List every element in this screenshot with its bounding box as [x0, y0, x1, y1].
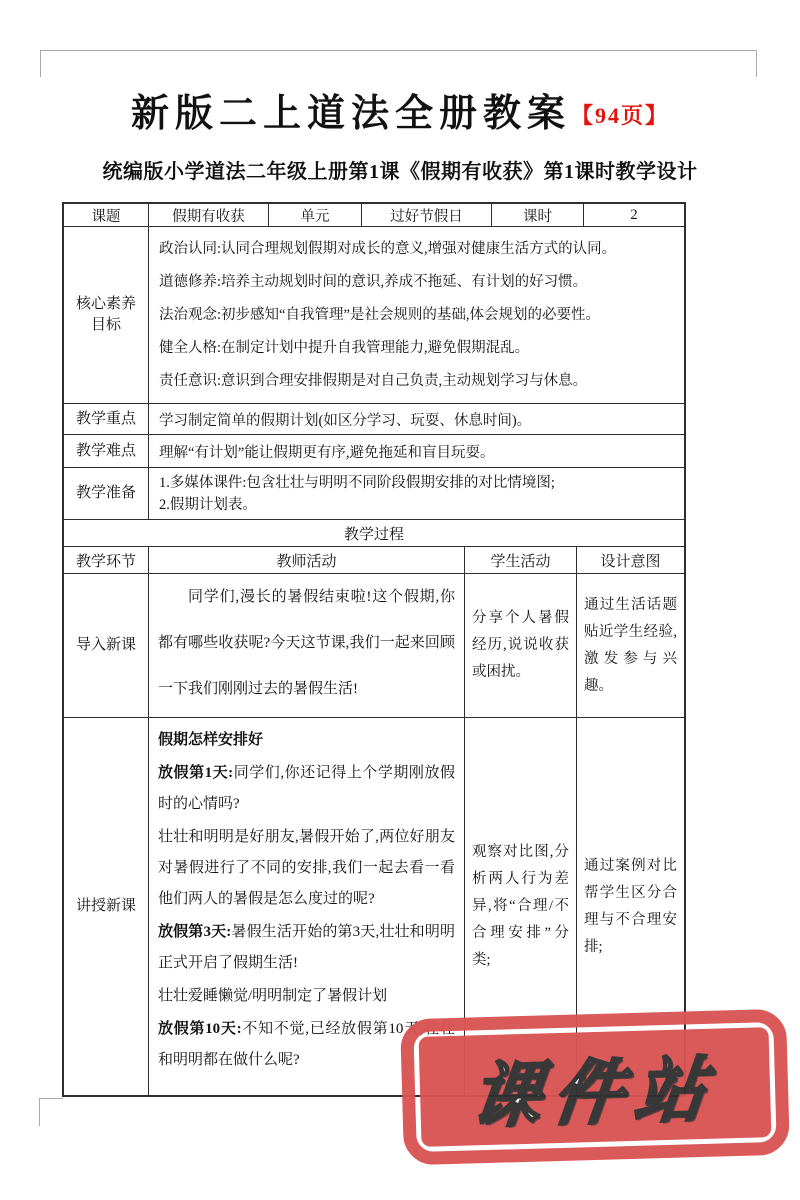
lecture-paragraph-bold: 假期怎样安排好	[158, 732, 264, 748]
watermark-stamp-fill	[419, 1027, 772, 1147]
lecture-paragraph	[158, 917, 455, 979]
periods-label: 课时	[492, 204, 584, 226]
core-goals-label	[64, 227, 149, 403]
header-teacher: 教师活动	[149, 547, 465, 573]
focus-text: 学习制定简单的假期计划(如区分学习、玩耍、休息时间)。	[159, 412, 532, 429]
table-row-focus	[64, 404, 684, 435]
page-margin-top-left-stub	[40, 50, 41, 77]
document-title	[0, 82, 800, 137]
unit-label: 单元	[269, 204, 362, 226]
table-row-preparation	[64, 468, 684, 520]
core-goal-item: 健全人格:在制定计划中提升自我管理能力,避免假期混乱。	[159, 340, 530, 357]
intro-teacher-text: 同学们,漫长的暑假结束啦!这个假期,你都有哪些收获呢?今天这节课,我们一起来回顾一下我们刚刚过去的暑假生活!	[158, 589, 455, 697]
preparation-item: 2.假期计划表。	[159, 497, 257, 513]
preparation-item: 1.多媒体课件:包含壮壮与明明不同阶段假期安排的对比情境图;	[159, 475, 555, 491]
document-subtitle: 统编版小学道法二年级上册第1课《假期有收获》第1课时教学设计	[102, 161, 698, 183]
preparation-label: 教学准备	[64, 468, 149, 519]
topic-label: 课题	[64, 204, 149, 226]
lecture-paragraph-text: 不知不觉,已经放假第10天,壮壮和明明都在做什么呢?	[158, 1021, 455, 1068]
lecture-paragraph-bold: 放假第1天:	[158, 765, 234, 781]
difficulty-text: 理解“有计划”能让假期更有序,避免拖延和盲目玩耍。	[159, 444, 495, 461]
focus-label: 教学重点	[64, 404, 149, 434]
intro-student-activity	[465, 574, 577, 717]
lecture-paragraph-text: 壮壮和明明是好朋友,暑假开始了,两位好朋友对暑假进行了不同的安排,我们一起去看一看他们两人的暑假是怎么度过的呢?	[158, 829, 455, 907]
intro-student-text: 分享个人暑假经历,说说收获或困扰。	[472, 610, 569, 680]
header-intent: 设计意图	[600, 553, 661, 570]
table-row-difficulty	[64, 435, 684, 468]
page-margin-top-right-stub	[756, 50, 757, 77]
lecture-student-text: 观察对比图,分析两人行为差异,将“合理/不合理安排”分类;	[472, 844, 569, 968]
core-goals-label-line1: 核心素养	[75, 296, 136, 312]
lecture-paragraph-text: 壮壮爱睡懒觉/明明制定了暑假计划	[158, 988, 388, 1004]
table-row-topic	[64, 204, 684, 227]
core-goal-item: 政治认同:认同合理规划假期对成长的意义,增强对健康生活方式的认同。	[159, 240, 617, 257]
page-margin-bottom-left-v	[39, 1098, 40, 1126]
topic-value: 假期有收获	[149, 204, 269, 226]
page-count-badge: 【94页】	[571, 103, 670, 128]
lecture-paragraph	[158, 981, 455, 1012]
page-margin-bottom-left-h	[39, 1098, 63, 1099]
intro-design-intent	[577, 574, 684, 717]
preparation-content	[149, 468, 684, 519]
unit-value: 过好节假日	[362, 204, 492, 226]
core-goal-item: 法治观念:初步感知“自我管理”是社会规则的基础,体会规划的必要性。	[159, 306, 601, 323]
process-section-title: 教学过程	[343, 526, 404, 543]
periods-value: 2	[630, 206, 638, 223]
core-goal-item: 道德修养:培养主动规划时间的意识,养成不拖延、有计划的好习惯。	[159, 273, 588, 290]
page-margin-top-line	[40, 50, 757, 51]
title-text: 新版二上道法全册教案	[130, 93, 571, 135]
lecture-stage-label: 讲授新课	[64, 718, 149, 1095]
lecture-paragraph-bold: 放假第10天:	[158, 1021, 242, 1037]
intro-stage-label: 导入新课	[64, 574, 149, 717]
lecture-paragraph	[158, 822, 455, 915]
header-stage: 教学环节	[64, 547, 149, 573]
header-student: 学生活动	[465, 547, 577, 573]
lecture-paragraph	[158, 758, 455, 820]
lecture-paragraph-text: 暑假生活开始的第3天,壮壮和明明正式开启了假期生活!	[158, 924, 455, 971]
table-row-core-goals	[64, 227, 684, 404]
table-row-process-title	[64, 520, 684, 547]
watermark-stamp	[400, 1009, 790, 1166]
lecture-paragraph-bold: 放假第3天:	[158, 924, 232, 940]
lecture-paragraph-text: 同学们,你还记得上个学期刚放假时的心情吗?	[158, 765, 455, 812]
table-row-intro-stage	[64, 574, 684, 718]
difficulty-label: 教学难点	[64, 435, 149, 467]
lesson-plan-table	[62, 202, 686, 1097]
intro-teacher-activity	[149, 574, 465, 717]
core-goals-label-line2: 目标	[90, 317, 121, 333]
intro-intent-text: 通过生活话题贴近学生经验,激发参与兴趣。	[584, 596, 677, 694]
core-goals-content	[149, 227, 684, 403]
watermark-stamp-text: 课件站	[467, 1049, 722, 1136]
table-row-process-headers	[64, 547, 684, 574]
lecture-paragraph	[158, 725, 455, 756]
lecture-intent-text: 通过案例对比帮学生区分合理与不合理安排;	[584, 857, 677, 955]
core-goal-item: 责任意识:意识到合理安排假期是对自己负责,主动规划学习与休息。	[159, 373, 588, 390]
